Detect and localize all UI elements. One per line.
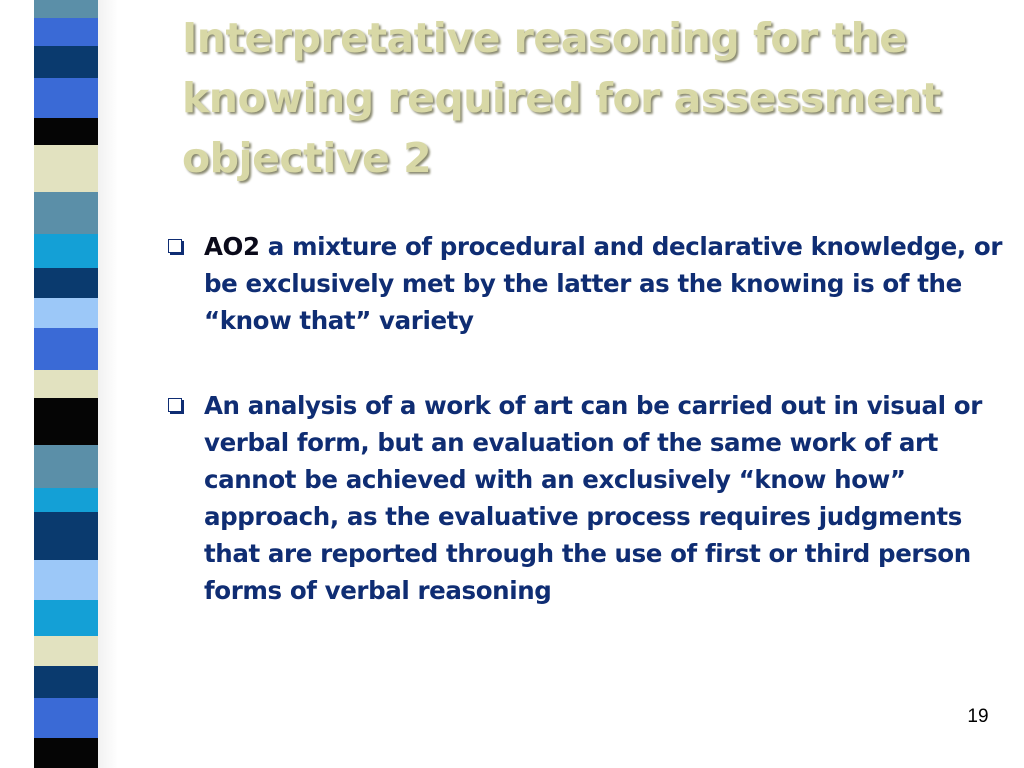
stripe-segment — [34, 268, 98, 298]
stripe-segment — [34, 398, 98, 445]
stripe-segment — [34, 560, 98, 600]
stripe-segment — [34, 298, 98, 328]
bullet-list — [168, 228, 1018, 609]
stripe-segment — [34, 445, 98, 488]
stripe-segment — [34, 600, 98, 636]
stripe-segment — [34, 0, 98, 18]
stripe-segment — [34, 666, 98, 698]
stripe-segment — [34, 192, 98, 234]
hollow-square-bullet-icon — [168, 398, 182, 412]
stripe-segment — [34, 636, 98, 666]
page-number: 19 — [967, 706, 989, 727]
decorative-color-stripe — [34, 0, 98, 768]
stripe-segment — [34, 738, 98, 768]
stripe-segment — [34, 370, 98, 398]
stripe-segment — [34, 78, 98, 118]
stripe-segment — [34, 145, 98, 192]
stripe-segment — [34, 18, 98, 46]
bullet-text: a mixture of procedural and declarative knowledge, or be exclusively met by the latter as the knowing is of the “know that” variety — [204, 232, 1003, 335]
bullet-item — [168, 387, 1018, 609]
bullet-lead-term: AO2 — [204, 232, 260, 261]
bullet-item — [168, 228, 1018, 339]
stripe-segment — [34, 46, 98, 78]
hollow-square-bullet-icon — [168, 239, 182, 253]
bullet-text: An analysis of a work of art can be carried out in visual or verbal form, but an evaluation of the same work of art cannot be achieved with an exclusively “know how” approach, as the evaluative process requires judgments that are reported through the use of first or third person forms of verbal reasoning — [204, 391, 982, 605]
stripe-segment — [34, 698, 98, 738]
stripe-segment — [34, 328, 98, 370]
stripe-segment — [34, 234, 98, 268]
stripe-segment — [34, 512, 98, 560]
stripe-segment — [34, 488, 98, 512]
slide-title: Interpretative reasoning for the knowing required for assessment objective 2 — [182, 14, 942, 182]
stripe-segment — [34, 118, 98, 145]
